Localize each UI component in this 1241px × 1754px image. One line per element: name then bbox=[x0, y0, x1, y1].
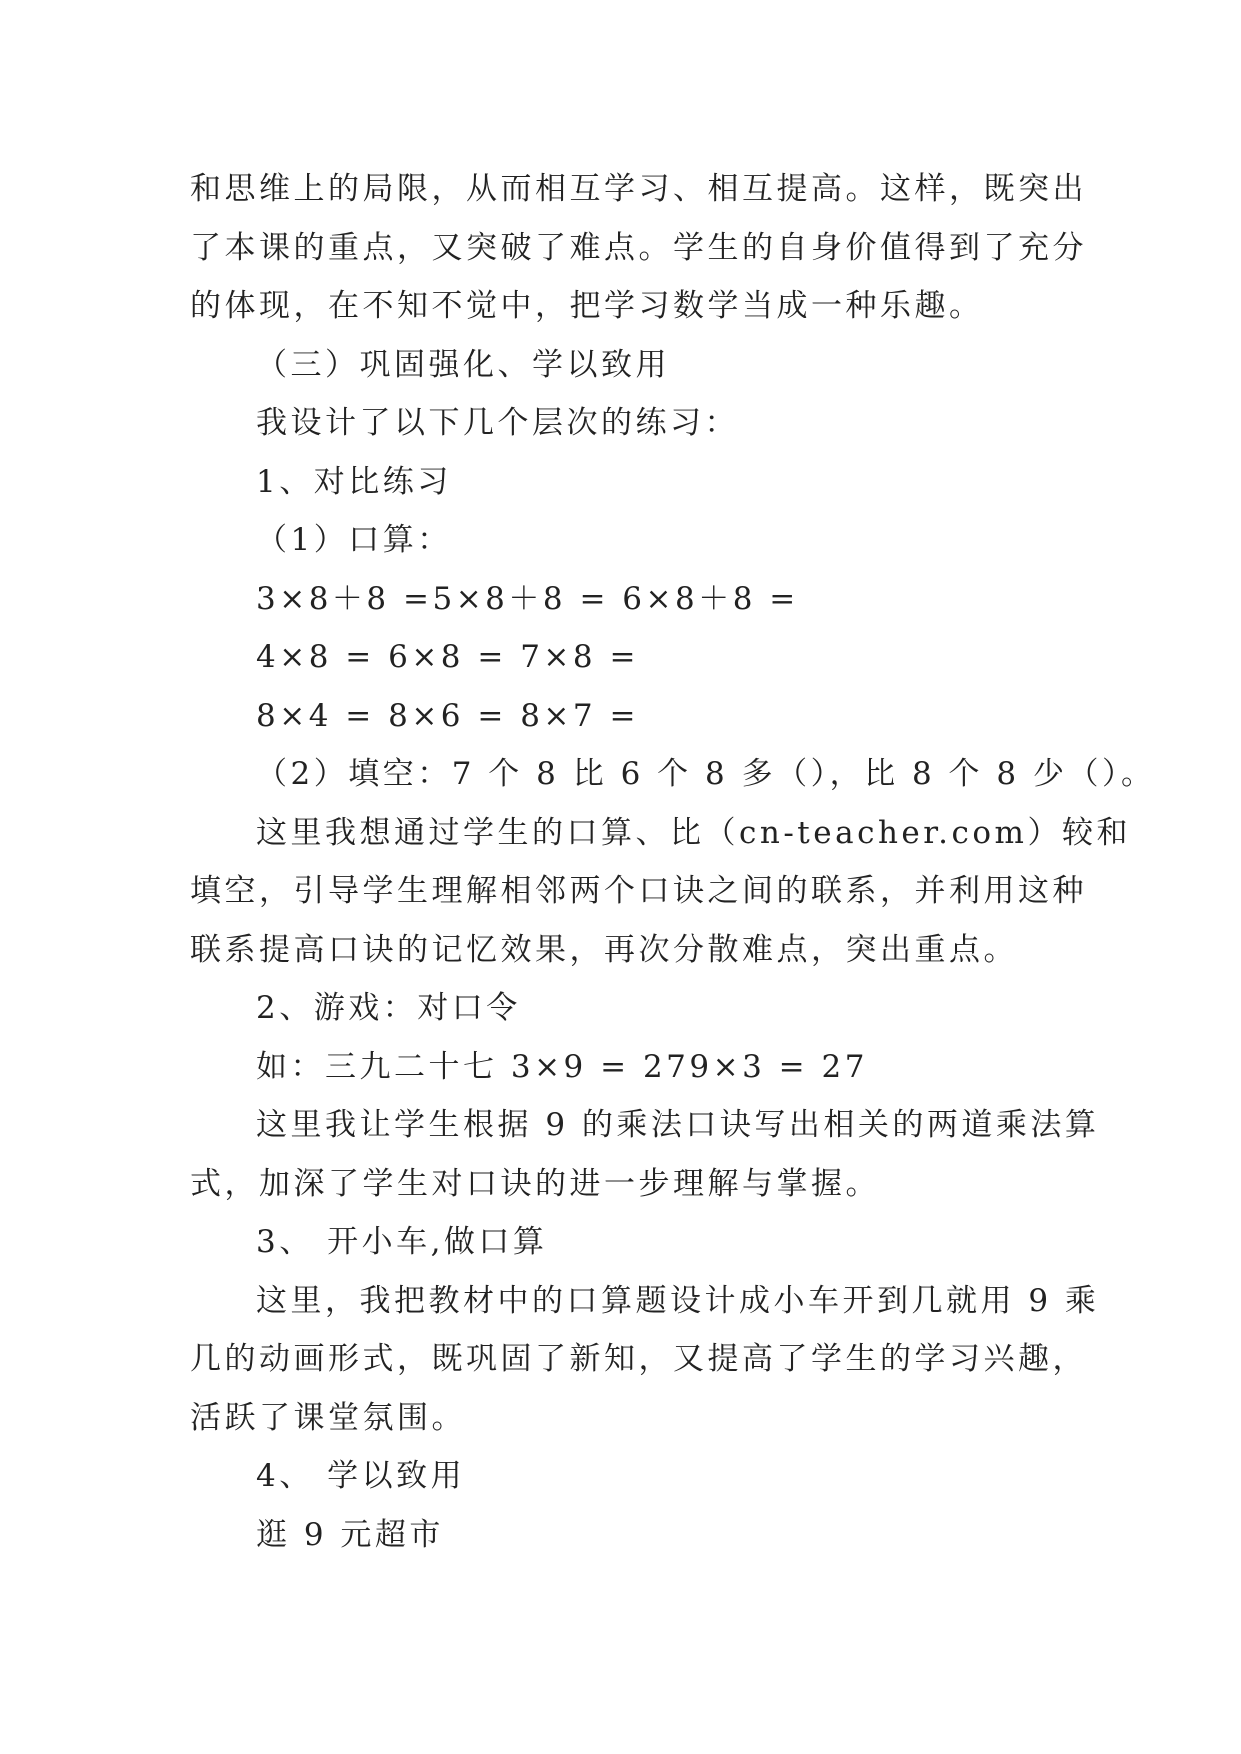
paragraph-line: 填空，引导学生理解相邻两个口诀之间的联系，并利用这种 bbox=[190, 873, 1087, 909]
paragraph-line: 我设计了以下几个层次的练习： bbox=[256, 405, 739, 441]
list-item-heading: 4、 学以致用 bbox=[256, 1458, 466, 1494]
math-expression-line: 8×4 = 8×6 = 8×7 = bbox=[256, 697, 639, 734]
paragraph-line: 联系提高口诀的记忆效果，再次分散难点，突出重点。 bbox=[190, 931, 1018, 968]
sub-item-heading: （2）填空：7 个 8 比 6 个 8 多（），比 8 个 8 少（）。 bbox=[256, 756, 1156, 792]
list-item-heading: 3、 开小车,做口算 bbox=[256, 1224, 548, 1260]
paragraph-line: 这里我想通过学生的口算、比（cn-teacher.com）较和 bbox=[256, 814, 1131, 851]
paragraph-line: 了本课的重点，又突破了难点。学生的自身价值得到了充分 bbox=[190, 229, 1087, 266]
paragraph-line: 的体现，在不知不觉中，把学习数学当成一种乐趣。 bbox=[190, 288, 984, 324]
paragraph-line: 活跃了课堂氛围。 bbox=[190, 1399, 466, 1436]
paragraph-line: 式，加深了学生对口诀的进一步理解与掌握。 bbox=[190, 1165, 880, 1202]
paragraph-line: 逛 9 元超市 bbox=[256, 1516, 444, 1553]
document-body bbox=[190, 160, 1156, 1564]
math-expression-line: 3×8＋8 =5×8＋8 = 6×8＋8 = bbox=[256, 580, 799, 617]
list-item-heading: 2、游戏：对口令 bbox=[256, 990, 521, 1026]
sub-item-heading: （1）口算： bbox=[256, 522, 452, 558]
paragraph-line: 和思维上的局限，从而相互学习、相互提高。这样，既突出 bbox=[190, 171, 1087, 207]
paragraph-line: 这里，我把教材中的口算题设计成小车开到几就用 9 乘 bbox=[256, 1282, 1100, 1319]
section-heading: （三）巩固强化、学以致用 bbox=[256, 346, 670, 383]
math-expression-line: 4×8 = 6×8 = 7×8 = bbox=[256, 639, 639, 675]
paragraph-line: 这里我让学生根据 9 的乘法口诀写出相关的两道乘法算 bbox=[256, 1107, 1100, 1143]
list-item-heading: 1、对比练习 bbox=[256, 463, 452, 500]
math-expression-line: 如：三九二十七 3×9 = 279×3 = 27 bbox=[256, 1048, 868, 1085]
paragraph-line: 几的动画形式，既巩固了新知，又提高了学生的学习兴趣， bbox=[190, 1341, 1087, 1377]
